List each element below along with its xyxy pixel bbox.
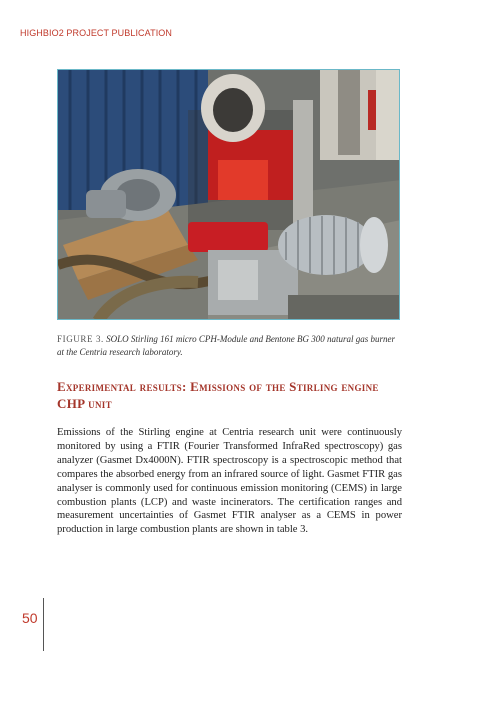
running-header: HIGHBIO2 PROJECT PUBLICATION (20, 28, 172, 38)
figure-label: FIGURE 3. (57, 334, 104, 344)
figure-caption-text: SOLO Stirling 161 micro CPH-Module and Bentone BG 300 natural gas burner at the Centria research laboratory. (57, 334, 396, 357)
section-heading: Experimental results: Emissions of the Stirling engine CHP unit (57, 379, 379, 411)
page-number-divider (43, 598, 44, 651)
body-paragraph: Emissions of the Stirling engine at Centria research unit were continuously monitored by using a FTIR (Fourier Transformed InfraRed spectroscopy) gas analyzer (Gasmet Dx4000N). FTIR spectroscopy is a spectroscopic method that compares the absorbed energy from an infrared source of light. Gasmet FTIR gas analyser is commonly used for continuous emission monitoring (CEMS) in large combustion plants (LCP) and waste incinerators. The certification ranges and measurement uncertainties of Gasmet FTIR analyser as a CEMS in power production in large combustion plants are shown in table 3. (57, 427, 402, 536)
figure-photo (57, 69, 400, 320)
figure-caption (57, 333, 402, 358)
page-number: 50 (22, 610, 38, 626)
